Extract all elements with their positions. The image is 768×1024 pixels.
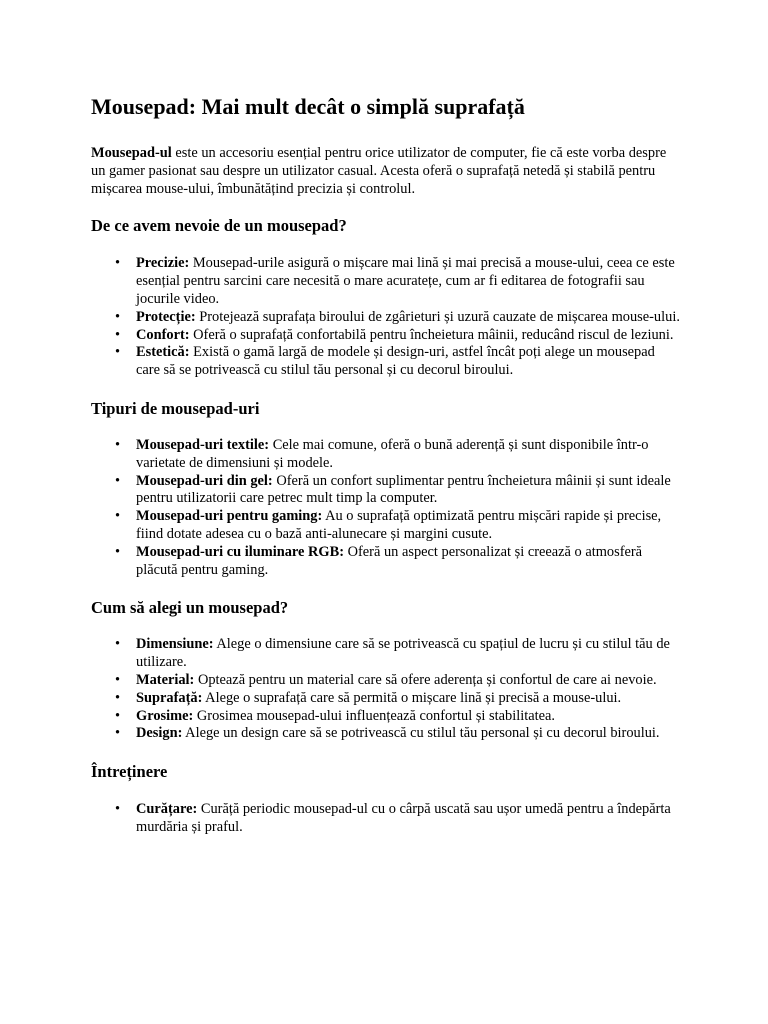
bullet-icon: • — [115, 308, 121, 325]
list-item — [91, 508, 681, 544]
bullet-icon: • — [115, 436, 121, 453]
item-term: Mousepad-uri din gel: — [136, 472, 273, 489]
item-term: Mousepad-uri textile: — [136, 436, 270, 453]
list-item — [91, 690, 681, 708]
bullet-icon: • — [115, 707, 121, 724]
item-text: Mousepad-urile asigură o mișcare mai lină și mai precisă a mouse-ului, ceea ce este esențial pentru sarcini care necesită o mare acuratețe, cum ar fi editarea de fotografii sau jocurile video. — [136, 255, 675, 307]
bullet-icon: • — [115, 472, 121, 489]
bullet-icon: • — [115, 543, 121, 560]
bullet-icon: • — [115, 326, 121, 343]
item-term: Protecție: — [136, 308, 196, 325]
item-term: Dimensiune: — [136, 636, 214, 653]
bullet-icon: • — [115, 255, 121, 272]
item-text: Grosimea mousepad-ului influențează confortul și stabilitatea. — [193, 707, 555, 724]
item-term: Grosime: — [136, 707, 194, 724]
section-types — [91, 398, 681, 579]
item-text: Alege o dimensiune care să se potrivească cu spațiul de lucru și cu stilul tău de utilizare. — [136, 636, 670, 671]
bullet-icon: • — [115, 801, 121, 818]
section-how-to-choose — [91, 597, 681, 743]
item-term: Precizie: — [136, 255, 190, 272]
list-item — [91, 309, 681, 327]
bullet-icon: • — [115, 689, 121, 706]
section-maintenance — [91, 761, 681, 837]
item-term: Mousepad-uri pentru gaming: — [136, 508, 323, 525]
page-title: Mousepad: Mai mult decât o simplă suprafață — [91, 94, 525, 119]
list-item — [91, 255, 681, 308]
item-term: Design: — [136, 725, 183, 742]
bullet-list — [91, 801, 681, 837]
item-text: Oferă un aspect personalizat și creează o atmosferă plăcută pentru gaming. — [136, 543, 643, 578]
item-term: Curățare: — [136, 801, 198, 818]
list-item — [91, 708, 681, 726]
intro-bold-term: Mousepad-ul — [91, 145, 172, 161]
list-item — [91, 437, 681, 473]
list-item — [91, 801, 681, 837]
bullet-icon: • — [115, 671, 121, 688]
item-text: Protejează suprafața biroului de zgârieturi și uzură cauzate de mișcarea mouse-ului. — [195, 308, 680, 325]
item-term: Estetică: — [136, 344, 190, 361]
item-text: Oferă un confort suplimentar pentru încheietura mâinii și sunt ideale pentru utilizatorii care petrec mult timp la computer. — [136, 472, 671, 507]
item-text: Alege un design care să se potrivească cu stilul tău personal și cu decorul biroului. — [182, 725, 660, 742]
list-item — [91, 344, 681, 380]
bullet-list — [91, 255, 681, 380]
bullet-icon: • — [115, 636, 121, 653]
section-heading: Întreținere — [91, 762, 168, 782]
section-why — [91, 215, 681, 380]
item-text: Cele mai comune, oferă o bună aderență și sunt disponibile într-o varietate de dimensiuni și modele. — [136, 436, 649, 471]
item-text: Oferă o suprafață confortabilă pentru încheietura mâinii, reducând riscul de leziuni. — [189, 326, 674, 343]
item-term: Material: — [136, 671, 195, 688]
list-item — [91, 672, 681, 690]
bullet-list — [91, 636, 681, 743]
item-text: Alege o suprafață care să permită o mișcare lină și precisă a mouse-ului. — [202, 689, 622, 706]
bullet-list — [91, 437, 681, 579]
intro-text: este un accesoriu esențial pentru orice utilizator de computer, fie că este vorba despre un gamer pasionat sau despre un utilizator casual. Acesta oferă o suprafață netedă și stabilă pentru mișcarea mouse-ului, îmbunătățind precizia și controlul. — [91, 145, 667, 197]
item-text: Există o gamă largă de modele și design-uri, astfel încât poți alege un mousepad care să se potrivească cu stilul tău personal și cu decorul biroului. — [136, 344, 655, 379]
list-item — [91, 473, 681, 509]
list-item — [91, 636, 681, 672]
item-term: Suprafață: — [136, 689, 203, 706]
section-heading: De ce avem nevoie de un mousepad? — [91, 216, 347, 236]
item-text: Curăță periodic mousepad-ul cu o cârpă uscată sau ușor umedă pentru a îndepărta murdăria și praful. — [136, 801, 671, 835]
section-heading: Cum să alegi un mousepad? — [91, 598, 289, 618]
item-text: Au o suprafață optimizată pentru mișcări rapide și precise, fiind dotate adesea cu o bază anti-alunecare și margini cusute. — [136, 508, 662, 542]
intro-paragraph — [91, 145, 681, 198]
bullet-icon: • — [115, 725, 121, 742]
section-heading: Tipuri de mousepad-uri — [91, 398, 260, 418]
list-item — [91, 327, 681, 345]
document-page — [91, 92, 681, 837]
bullet-icon: • — [115, 344, 121, 361]
bullet-icon: • — [115, 508, 121, 525]
list-item — [91, 544, 681, 580]
item-term: Mousepad-uri cu iluminare RGB: — [136, 543, 345, 560]
list-item — [91, 725, 681, 743]
item-text: Optează pentru un material care să ofere aderența și confortul de care ai nevoie. — [194, 671, 657, 688]
item-term: Confort: — [136, 326, 190, 343]
